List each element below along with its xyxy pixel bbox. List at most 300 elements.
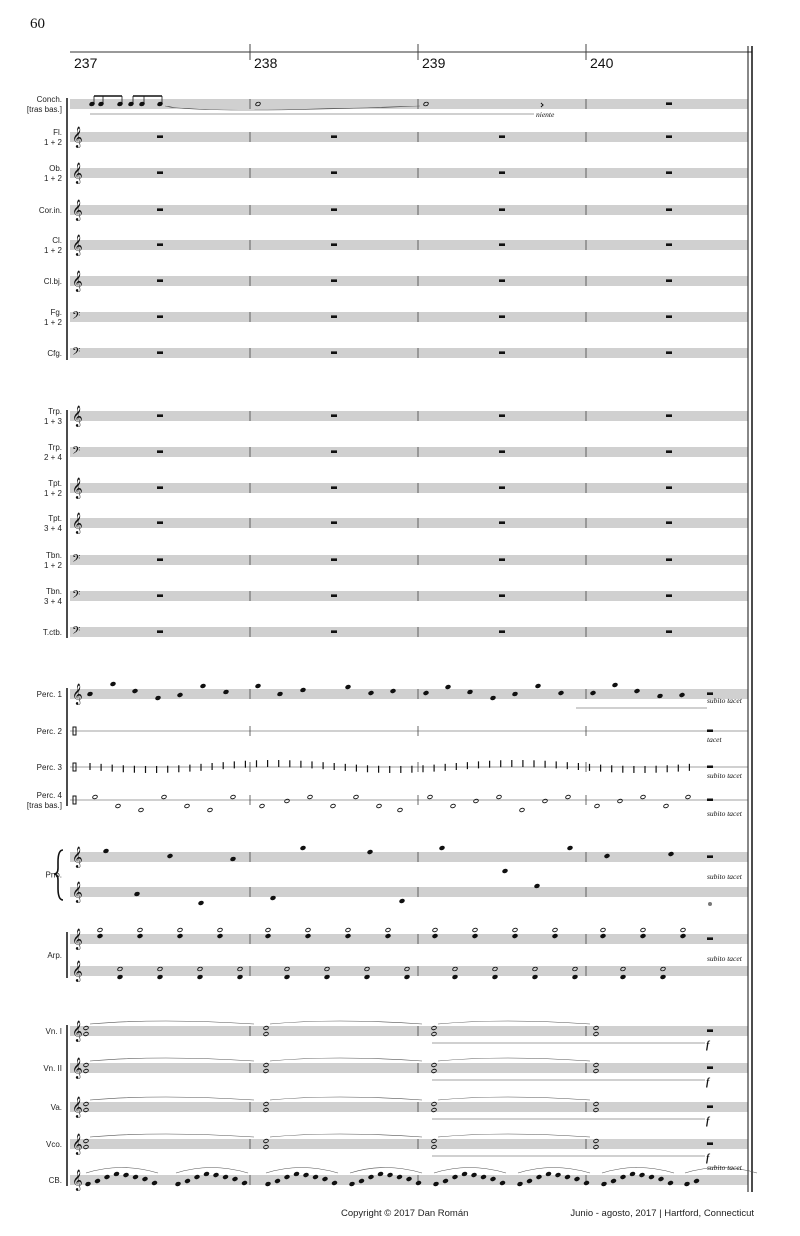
whole-rest [157, 136, 163, 139]
measure-number-237: 237 [74, 55, 98, 71]
whole-rest [666, 136, 672, 139]
perc4-note [496, 795, 502, 800]
staff-perc-3 [70, 762, 748, 772]
bass-clef-icon: 𝄢 [72, 625, 81, 640]
cb-note [471, 1173, 477, 1178]
harp-note [217, 934, 223, 939]
perc4-note [330, 804, 336, 809]
harp-harmonic [177, 928, 183, 933]
slur [434, 1168, 506, 1174]
slur [266, 1168, 338, 1174]
cb-note [294, 1172, 300, 1177]
perc1-note [490, 696, 496, 701]
perc1-note [634, 689, 640, 694]
staff-piano-lh [70, 887, 748, 897]
whole-rest [331, 451, 337, 454]
harp-note [452, 975, 458, 980]
cb-note [611, 1179, 617, 1184]
staff-perc-4 [70, 795, 748, 805]
cb-note [213, 1173, 219, 1178]
string-note [431, 1108, 437, 1113]
perc4-note [92, 795, 98, 800]
cb-note [601, 1182, 607, 1187]
whole-rest [331, 280, 337, 283]
rest [707, 693, 713, 696]
string-note [83, 1108, 89, 1113]
whole-rest [499, 352, 505, 355]
harp-note [385, 934, 391, 939]
cb-note [265, 1182, 271, 1187]
treble-clef-icon: 𝄞 [72, 1021, 83, 1042]
perc4-note [397, 808, 403, 813]
cb-note [85, 1182, 91, 1187]
perc4-note [184, 804, 190, 809]
whole-rest [666, 631, 672, 634]
instrument-label: Fl. [53, 128, 62, 137]
treble-clef-icon: 𝄞 [72, 235, 83, 256]
harp-harmonic [345, 928, 351, 933]
tie [438, 1058, 590, 1061]
measure-number-239: 239 [422, 55, 446, 71]
treble-clef-icon: 𝄞 [72, 882, 83, 903]
treble-clef-icon: 𝄞 [72, 684, 83, 705]
piano-note [534, 884, 540, 889]
piano-note [134, 892, 140, 897]
instrument-label: Vco. [45, 1140, 62, 1149]
piano-note [198, 901, 204, 906]
string-note [83, 1139, 89, 1144]
piano-note [300, 846, 306, 851]
harp-harmonic [385, 928, 391, 933]
treble-clef-icon: 𝄞 [72, 1170, 83, 1191]
marking-perc4: subito tacet [707, 809, 742, 818]
treble-clef-icon: 𝄞 [72, 929, 83, 950]
whole-rest [499, 209, 505, 212]
tie [438, 1021, 590, 1024]
harp-note [660, 975, 666, 980]
staff-cfg-7 [70, 348, 748, 358]
string-note [263, 1102, 269, 1107]
cb-note [406, 1177, 412, 1182]
whole-rest [666, 595, 672, 598]
instrument-sublabel: 1 + 2 [43, 138, 62, 147]
harp-note [512, 934, 518, 939]
cb-note [204, 1172, 210, 1177]
whole-rest [331, 415, 337, 418]
string-note [83, 1145, 89, 1150]
harp-harmonic [137, 928, 143, 933]
cb-note [397, 1175, 403, 1180]
cb-note [584, 1181, 590, 1186]
instrument-label: Cl. [52, 236, 62, 245]
piano-note [439, 846, 445, 851]
harp-note [404, 975, 410, 980]
whole-rest [157, 316, 163, 319]
marking-piano: subito tacet [707, 872, 742, 881]
instrument-label: T.ctb. [42, 628, 62, 637]
staff-va [70, 1102, 748, 1112]
cb-note [175, 1182, 181, 1187]
treble-clef-icon: 𝄞 [72, 1097, 83, 1118]
perc1-note [132, 689, 138, 694]
instrument-label: Tpt. [48, 479, 62, 488]
harp-note [472, 934, 478, 939]
cb-note [639, 1173, 645, 1178]
cb-note [490, 1177, 496, 1182]
staff-tbn-13 [70, 591, 748, 601]
treble-clef-icon: 𝄞 [72, 1058, 83, 1079]
instrument-label: Tbn. [45, 551, 62, 560]
instrument-label: CB. [48, 1176, 62, 1185]
cb-note [95, 1179, 101, 1184]
perc4-note [207, 808, 213, 813]
perc1-note [155, 696, 161, 701]
whole-rest [157, 559, 163, 562]
cb-note [462, 1172, 468, 1177]
staff-ob-2 [70, 168, 748, 178]
instrument-label: Fg. [50, 308, 62, 317]
staff-tpt-11 [70, 518, 748, 528]
perc4-note [663, 804, 669, 809]
piano-note [399, 899, 405, 904]
rest [707, 1143, 713, 1146]
whole-rest [157, 415, 163, 418]
perc4-note [542, 799, 548, 804]
perc1-note [512, 692, 518, 697]
perc4-note [685, 795, 691, 800]
rest [707, 1030, 713, 1033]
whole-rest [331, 136, 337, 139]
tie [270, 1058, 422, 1061]
cb-note [481, 1175, 487, 1180]
perc4-note [161, 795, 167, 800]
whole-rest [157, 595, 163, 598]
whole-rest [666, 316, 672, 319]
instrument-sublabel: 3 + 4 [43, 597, 62, 606]
slur [176, 1168, 248, 1174]
harp-note [364, 975, 370, 980]
marking-harp: subito tacet [707, 954, 742, 963]
slur [518, 1168, 590, 1174]
tie [270, 1021, 422, 1024]
instrument-label: Tpt. [48, 514, 62, 523]
treble-clef-icon: 𝄞 [72, 478, 83, 499]
harp-harmonic [265, 928, 271, 933]
harp-note [97, 934, 103, 939]
rest [707, 1106, 713, 1109]
rest [707, 938, 713, 941]
staff-vn2 [70, 1063, 748, 1073]
rest [707, 856, 713, 859]
harp-note [552, 934, 558, 939]
instrument-label: Cor.in. [38, 206, 62, 215]
piano-note [103, 849, 109, 854]
treble-clef-icon: 𝄞 [72, 406, 83, 427]
string-note [263, 1139, 269, 1144]
instrument-sublabel: 1 + 2 [43, 561, 62, 570]
piano-note [167, 854, 173, 859]
perc4-note [519, 808, 525, 813]
cb-note [332, 1181, 338, 1186]
cb-note [223, 1175, 229, 1180]
footer-copyright: Copyright © 2017 Dan Román [341, 1208, 469, 1219]
perc4-note [594, 804, 600, 809]
instrument-label: Conch. [36, 95, 62, 104]
string-note [263, 1145, 269, 1150]
harp-note [680, 934, 686, 939]
piano-note [270, 896, 276, 901]
bass-clef-icon: 𝄢 [72, 553, 81, 568]
staff-perc-1 [70, 689, 748, 699]
perc1-note [87, 692, 93, 697]
instrument-label: Perc. 2 [36, 727, 62, 736]
bass-clef-icon: 𝄢 [72, 346, 81, 361]
whole-rest [331, 209, 337, 212]
instrument-sublabel: [tras bas.] [26, 105, 62, 114]
footer-date-place: Junio - agosto, 2017 | Hartford, Connecticut [570, 1208, 754, 1219]
string-note [431, 1069, 437, 1074]
tie [438, 1134, 590, 1137]
bass-clef-icon: 𝄢 [72, 589, 81, 604]
slur [602, 1168, 674, 1174]
cb-note [387, 1173, 393, 1178]
perc1-note [200, 684, 206, 689]
perc4-note [284, 799, 290, 804]
whole-rest [666, 415, 672, 418]
piano-note [668, 852, 674, 857]
harp-note [117, 975, 123, 980]
perc4-note [353, 795, 359, 800]
instrument-label: Pno. [45, 870, 62, 880]
harp-note [237, 975, 243, 980]
string-note [593, 1145, 599, 1150]
perc1-note [345, 685, 351, 690]
treble-clef-icon: 𝄞 [72, 961, 83, 982]
tie [90, 1097, 254, 1100]
instrument-label: Vn. II [43, 1064, 62, 1073]
cb-note [433, 1182, 439, 1187]
instrument-label: Ob. [49, 164, 62, 173]
cb-note [452, 1175, 458, 1180]
staff-tctb-14 [70, 627, 748, 637]
whole-rest [666, 172, 672, 175]
marking-cb: subito tacet [707, 1163, 742, 1172]
harp-note [284, 975, 290, 980]
marking-niente: niente [536, 110, 555, 119]
whole-rest [157, 487, 163, 490]
staff-harp-upper [70, 934, 748, 944]
slur [86, 1168, 158, 1174]
cb-note [620, 1175, 626, 1180]
cb-note [416, 1181, 422, 1186]
instrument-label: Vn. I [45, 1027, 62, 1036]
harp-note [492, 975, 498, 980]
treble-clef-icon: 𝄞 [72, 127, 83, 148]
cb-note [185, 1179, 191, 1184]
instrument-label: Cl.bj. [43, 277, 62, 286]
staff-trp-8 [70, 411, 748, 421]
cb-note [668, 1181, 674, 1186]
whole-rest [331, 172, 337, 175]
marking-vn1: f [706, 1040, 710, 1051]
perc1-note [535, 684, 541, 689]
whole-rest [157, 209, 163, 212]
string-note [593, 1069, 599, 1074]
cb-note [133, 1175, 139, 1180]
harp-harmonic [680, 928, 686, 933]
perc1-note [467, 690, 473, 695]
rest [707, 730, 713, 733]
piano-note [604, 854, 610, 859]
instrument-sublabel: 2 + 4 [43, 453, 62, 462]
instrument-label: Perc. 3 [36, 763, 62, 772]
whole-rest [499, 136, 505, 139]
harp-note [620, 975, 626, 980]
perc1-note [277, 692, 283, 697]
whole-rest [331, 631, 337, 634]
perc1-note [368, 691, 374, 696]
harp-note [532, 975, 538, 980]
harp-harmonic [305, 928, 311, 933]
perc1-note [423, 691, 429, 696]
page-number: 60 [30, 16, 45, 32]
staff-tbn-12 [70, 555, 748, 565]
whole-rest [331, 244, 337, 247]
cb-note [546, 1172, 552, 1177]
marking-vn2: f [706, 1077, 710, 1088]
string-note [431, 1145, 437, 1150]
staff-vco [70, 1139, 748, 1149]
whole-rest [331, 595, 337, 598]
harp-note [137, 934, 143, 939]
whole-rest [331, 352, 337, 355]
string-note [593, 1102, 599, 1107]
staff-clbj-5 [70, 276, 748, 286]
whole-rest [157, 522, 163, 525]
harp-harmonic [640, 928, 646, 933]
string-note [431, 1102, 437, 1107]
cb-note [368, 1175, 374, 1180]
staff-trp-9 [70, 447, 748, 457]
cb-note [142, 1177, 148, 1182]
harp-note [432, 934, 438, 939]
cb-note [684, 1182, 690, 1187]
harp-note [572, 975, 578, 980]
cb-note [536, 1175, 542, 1180]
conch-rest [666, 103, 672, 106]
whole-rest [666, 451, 672, 454]
measure-number-240: 240 [590, 55, 614, 71]
harp-harmonic [432, 928, 438, 933]
instrument-sublabel: 1 + 2 [43, 318, 62, 327]
string-note [593, 1139, 599, 1144]
cb-note [284, 1175, 290, 1180]
cb-note [658, 1177, 664, 1182]
whole-rest [157, 280, 163, 283]
instrument-label: Perc. 4 [36, 791, 62, 800]
string-note [593, 1063, 599, 1068]
bass-clef-icon: 𝄢 [72, 445, 81, 460]
string-note [593, 1108, 599, 1113]
string-note [593, 1026, 599, 1031]
harp-note [600, 934, 606, 939]
perc4-note [115, 804, 121, 809]
perc1-note [300, 688, 306, 693]
cb-note [275, 1179, 281, 1184]
perc1-note [390, 689, 396, 694]
perc4-note [473, 799, 479, 804]
harp-harmonic [217, 928, 223, 933]
string-note [431, 1139, 437, 1144]
whole-rest [666, 209, 672, 212]
string-note [83, 1069, 89, 1074]
instrument-sublabel: 1 + 3 [43, 417, 62, 426]
instrument-label: Cfg. [47, 349, 62, 358]
string-note [431, 1032, 437, 1037]
whole-rest [157, 352, 163, 355]
cb-note [694, 1179, 700, 1184]
perc4-note [307, 795, 313, 800]
tie [90, 1058, 254, 1061]
staff-corin-3 [70, 205, 748, 215]
cb-note [555, 1173, 561, 1178]
string-note [83, 1032, 89, 1037]
cb-note [313, 1175, 319, 1180]
perc1-note [590, 691, 596, 696]
perc1-note [445, 685, 451, 690]
cb-note [152, 1181, 158, 1186]
whole-rest [499, 595, 505, 598]
treble-clef-icon: 𝄞 [72, 271, 83, 292]
instrument-label: Trp. [48, 443, 62, 452]
whole-rest [666, 244, 672, 247]
perc4-note [640, 795, 646, 800]
string-note [263, 1032, 269, 1037]
piano-note [567, 846, 573, 851]
harp-harmonic [512, 928, 518, 933]
tie [438, 1097, 590, 1100]
whole-rest [499, 451, 505, 454]
cb-note [194, 1175, 200, 1180]
marking-vco: f [706, 1153, 710, 1164]
measure-number-238: 238 [254, 55, 278, 71]
perc4-note [565, 795, 571, 800]
harp-note [345, 934, 351, 939]
string-note [593, 1032, 599, 1037]
harp-note [305, 934, 311, 939]
marking-perc3: subito tacet [707, 771, 742, 780]
whole-rest [157, 244, 163, 247]
perc1-note [679, 693, 685, 698]
perc1-note [110, 682, 116, 687]
tie [270, 1097, 422, 1100]
pedal-icon [708, 902, 712, 906]
cb-note [378, 1172, 384, 1177]
piano-note [502, 869, 508, 874]
rest [707, 1067, 713, 1070]
whole-rest [666, 280, 672, 283]
instrument-label: Perc. 1 [36, 690, 62, 699]
whole-rest [157, 172, 163, 175]
treble-clef-icon: 𝄞 [72, 1134, 83, 1155]
staff-fg-6 [70, 312, 748, 322]
instrument-sublabel: 3 + 4 [43, 524, 62, 533]
treble-clef-icon: 𝄞 [72, 200, 83, 221]
perc1-note [255, 684, 261, 689]
whole-rest [499, 244, 505, 247]
perc1-note [223, 690, 229, 695]
perc1-note [657, 694, 663, 699]
